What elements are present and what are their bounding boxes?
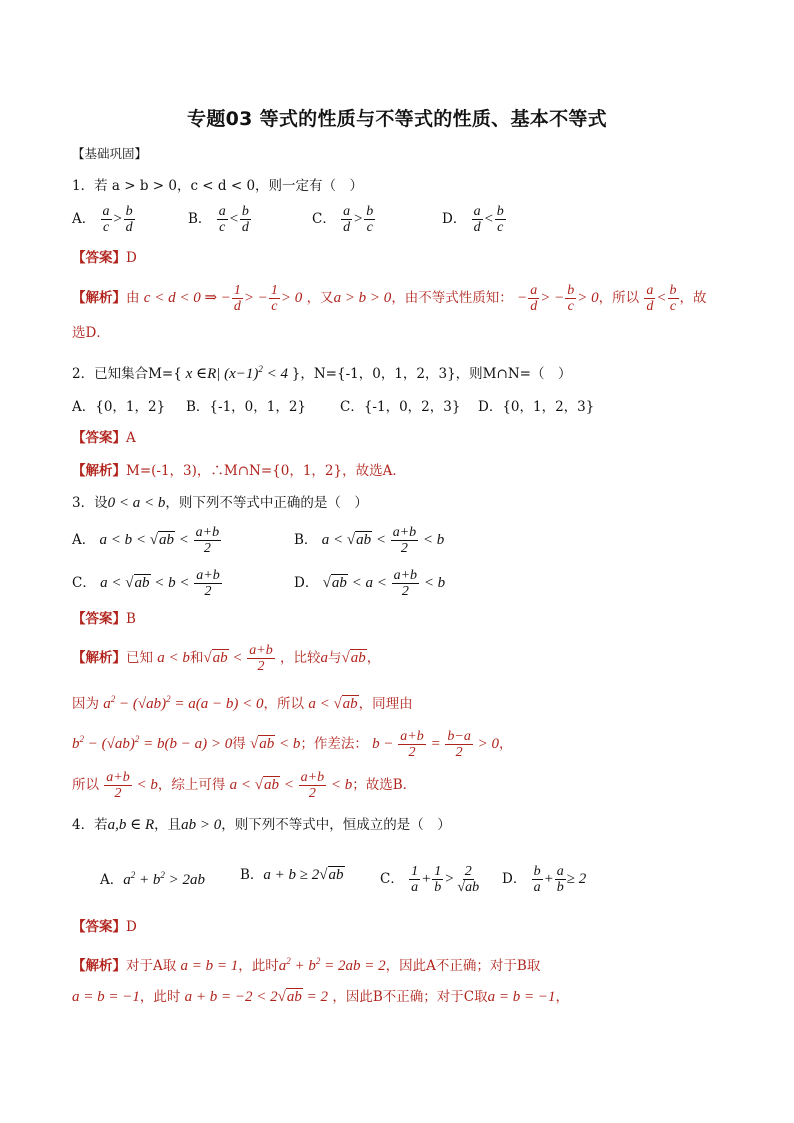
q3-answer: 【答案】B — [72, 611, 136, 627]
q4-answer: 【答案】D — [72, 919, 137, 935]
section-label: 【基础巩固】 — [72, 146, 148, 161]
q2-answer: 【答案】A — [72, 430, 136, 446]
q4-analysis-line2: a = b = −1，此时 a + b = −2 < 2√ab = 2 ，因此B不正确；对于C取a = b = −1， — [72, 989, 569, 1005]
q3-analysis-line3: $b^2 - (√ab)^2 = b(b - a) > 0$得 √ab < b；作差法： b − $\frac{a+b}{2}$ = $\frac{b-a}{2}$ > 0， — [72, 729, 513, 760]
q3-option-d: D． √ab < a < $\frac{a+b}{2}$ < b — [294, 568, 446, 599]
page-title: 专题03 等式的性质与不等式的性质、基本不等式 — [187, 108, 607, 130]
q1-answer: 【答案】D — [72, 250, 137, 266]
q1-stem: 1．若 a > b > 0，c < d < 0，则一定有（ ） — [72, 178, 364, 194]
q1-option-a: A． $\frac{a}{c}$ > $\frac{b}{d}$ — [72, 204, 133, 235]
q2-option-a: A．{0，1，2} — [72, 399, 166, 415]
q4-option-d: D． $\frac{b}{a}$ + $\frac{a}{b}$ ≥ 2 — [502, 864, 587, 895]
q2-option-b: B．{-1，0，1，2} — [186, 399, 307, 415]
q3-analysis-line4: 所以 $\frac{a+b}{2}$ < b，综上可得 a < √ab < $\frac{a+b}{2}$ < b；故选B． — [72, 770, 417, 801]
q3-analysis-line1: 【解析】已知 a < b和√ab < $\frac{a+b}{2}$ ，比较a与√ab， — [72, 643, 381, 674]
q3-analysis-line2: 因为 $a^2 - (√ab)^2 = a(a - b) < 0$，所以 a < √ab，同理由 — [72, 694, 413, 712]
q1-option-b: B． $\frac{a}{c}$ < $\frac{b}{d}$ — [188, 204, 249, 235]
q2-stem: 2．已知集合M={ x ∈R| $(x-1)^2 < 4$ }，N={-1，0，1，2，3}，则M∩N=（ ） — [72, 364, 572, 382]
q1-option-c: C． $\frac{a}{d}$ > $\frac{b}{c}$ — [312, 204, 374, 235]
q4-option-b: B．a + b ≥ 2√ab — [240, 867, 344, 883]
q2-analysis: 【解析】M=(-1，3)，∴M∩N={0，1，2}，故选A． — [72, 463, 406, 479]
q4-option-a: A．$a^2 + b^2 > 2ab$ — [100, 870, 205, 888]
q3-option-c: C． a < √ab < b < $\frac{a+b}{2}$ — [72, 568, 220, 599]
q2-option-c: C．{-1，0，2，3} — [340, 399, 461, 415]
q2-option-d: D．{0，1，2，3} — [478, 399, 595, 415]
q1-analysis-line2: 选D． — [72, 325, 110, 341]
q3-stem: 3．设0 < a < b，则下列不等式中正确的是（ ） — [72, 495, 368, 511]
q1-analysis-line1: 【解析】由 c < d < 0 ⇒ − $\frac{1}{d}$ > − $\frac{1}{c}$ > 0 ，又a > b > 0，由不等式性质知： − $\frac{a}{d}$ > − $\frac{b}{c}$ > 0，所以 $\frac{a}{d}$ < $\frac{b}{c}$ ，故 — [72, 283, 707, 314]
q4-analysis-line1: 【解析】对于A取 a = b = 1，此时$a^2 + b^2 = 2ab = 2$，因此A不正确；对于B取 — [72, 956, 541, 974]
q1-option-d: D． $\frac{a}{d}$ < $\frac{b}{c}$ — [442, 204, 504, 235]
q3-option-a: A． a < b < √ab < $\frac{a+b}{2}$ — [72, 525, 220, 556]
q4-option-c: C． $\frac{1}{a}$ + $\frac{1}{b}$ > $\frac{2}{√ab}$ — [380, 864, 480, 895]
q3-option-b: B． a < √ab < $\frac{a+b}{2}$ < b — [294, 525, 445, 556]
q4-stem: 4．若a,b ∈ R，且ab > 0，则下列不等式中，恒成立的是（ ） — [72, 817, 451, 833]
